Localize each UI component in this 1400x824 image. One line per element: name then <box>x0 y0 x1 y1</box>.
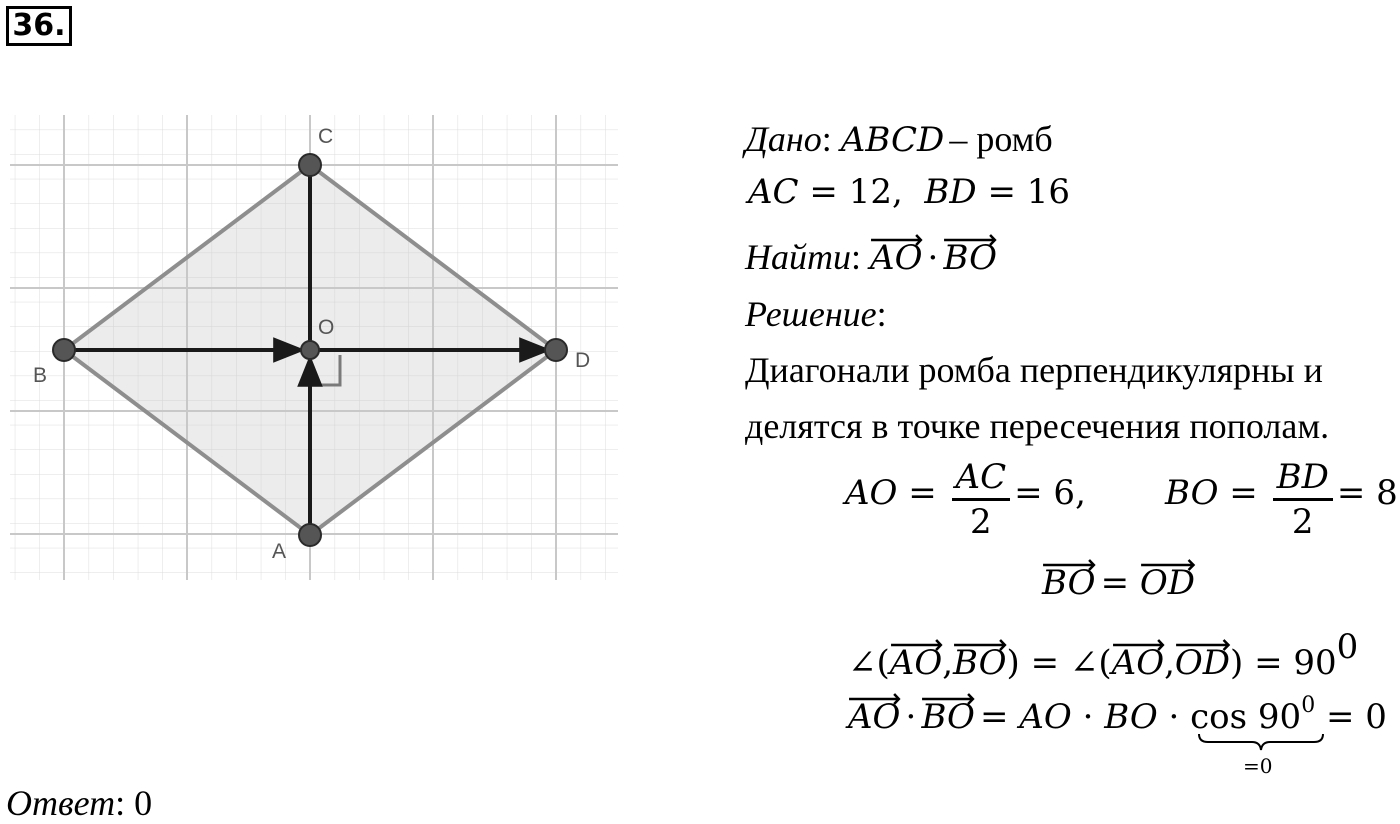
bo-value-line: BO = $\frac{BD}{2}$ = 8 <box>1165 457 1398 542</box>
label-d: D <box>575 349 591 372</box>
point-a <box>299 524 321 546</box>
cos-term: $\cos 90^0$ <box>1190 693 1316 737</box>
given-rest: – ромб <box>949 119 1053 159</box>
answer-value: 0 <box>134 783 153 823</box>
label-c: C <box>318 125 334 148</box>
solution-heading: Решение: <box>745 294 887 334</box>
result-zero: 0 <box>1365 697 1387 737</box>
bd-value: 16 <box>1026 172 1071 212</box>
find-line: Найти: AO · BO <box>745 237 997 278</box>
angle-value: 90 <box>1293 643 1337 683</box>
solution-label: Решение <box>745 294 877 334</box>
point-b <box>53 339 75 361</box>
rhombus-figure <box>0 110 620 585</box>
half-diagonals-line: AO = $\frac{AC}{2}$ = 6, <box>845 457 1086 542</box>
dot-product-line: AO · BO = AO · BO · $\cos 90^0 = 0$ <box>848 693 1387 737</box>
given-label: Дано <box>745 119 822 159</box>
label-b: B <box>33 364 48 387</box>
point-o <box>301 341 319 359</box>
underbrace <box>1196 732 1326 752</box>
vector-bo-text: BO <box>943 238 997 278</box>
label-a: A <box>272 540 287 563</box>
given-figure: ABCD <box>840 120 945 160</box>
ac-value: 12 <box>848 172 892 212</box>
bo-value: 8 <box>1376 473 1398 513</box>
bd-symbol: BD <box>924 172 977 212</box>
angle-line: ∠( AO, BO) = ∠( AO, $OD) = 90^0$ <box>848 627 1359 683</box>
point-c <box>299 154 321 176</box>
ac-symbol: AC <box>748 172 799 212</box>
vector-equality-line: BO = OD <box>1042 563 1195 603</box>
label-o: O <box>318 316 335 339</box>
sentence-2: делятся в точке пересечения пополам. <box>745 406 1330 446</box>
given-line: Дано: ABCD – ромб <box>745 119 1053 160</box>
vector-ao-text: AO <box>870 238 922 278</box>
underbrace-note: =0 <box>1243 754 1273 778</box>
diagonals-line: AC = 12, BD = 16 <box>748 172 1071 212</box>
problem-number: 36. <box>6 6 72 46</box>
ao-value: 6 <box>1053 473 1076 513</box>
answer-label: Ответ <box>6 783 116 823</box>
answer-line: Ответ: 0 <box>6 783 153 823</box>
point-d <box>545 339 567 361</box>
sentence-1: Диагонали ромба перпендикулярны и <box>745 350 1323 390</box>
find-label: Найти <box>745 237 851 277</box>
